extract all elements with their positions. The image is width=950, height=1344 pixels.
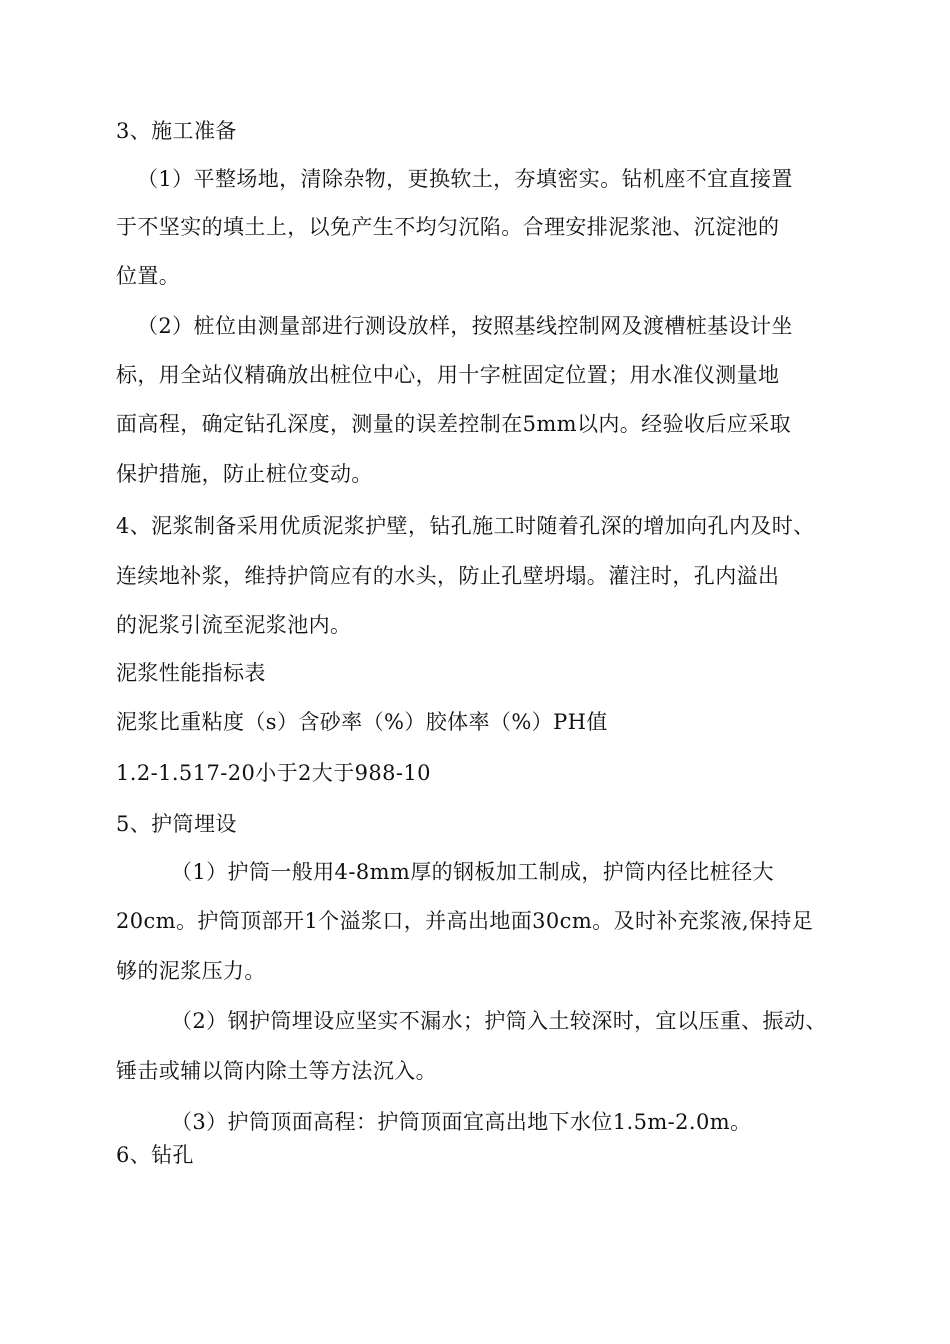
paragraph-5-1-line-2: 20cm。护筒顶部开1个溢浆口，并高出地面30cm。及时补充浆液,保持足 [116,909,814,933]
paragraph-3-2-line-4: 保护措施，防止桩位变动。 [116,462,373,486]
section-3-heading: 3、施工准备 [116,119,237,143]
paragraph-3-2-line-1: （2）桩位由测量部进行测设放样，按照基线控制网及渡槽桩基设计坐 [137,314,793,338]
section-4-line-2: 连续地补浆，维持护筒应有的水头，防止孔壁坍塌。灌注时，孔内溢出 [116,564,780,588]
section-4-line-1: 4、泥浆制备采用优质泥浆护壁，钻孔施工时随着孔深的增加向孔内及时、 [116,514,815,538]
paragraph-5-2-line-1: （2）钢护筒埋设应坚实不漏水；护筒入土较深时，宜以压重、振动、 [171,1009,827,1033]
paragraph-3-1-line-3: 位置。 [116,264,181,288]
paragraph-5-1-line-1: （1）护筒一般用4-8mm厚的钢板加工制成，护筒内径比桩径大 [171,860,775,884]
paragraph-3-2-line-2: 标，用全站仪精确放出桩位中心，用十字桩固定位置；用水准仪测量地 [116,363,780,387]
section-5-heading: 5、护筒埋设 [116,812,237,836]
mud-table-header: 泥浆比重粘度（s）含砂率（%）胶体率（%）PH值 [116,710,608,734]
section-6-heading: 6、钻孔 [116,1143,194,1167]
mud-table-title: 泥浆性能指标表 [116,661,266,685]
paragraph-5-2-line-2: 锤击或辅以筒内除土等方法沉入。 [116,1059,437,1083]
paragraph-5-1-line-3: 够的泥浆压力。 [116,959,266,983]
paragraph-3-1-line-1: （1）平整场地，清除杂物，更换软土，夯填密实。钻机座不宜直接置 [137,167,793,191]
mud-table-values: 1.2-1.517-20小于2大于988-10 [116,761,431,785]
paragraph-5-3-line-1: （3）护筒顶面高程：护筒顶面宜高出地下水位1.5m-2.0m。 [171,1110,752,1134]
paragraph-3-1-line-2: 于不坚实的填土上，以免产生不均匀沉陷。合理安排泥浆池、沉淀池的 [116,215,780,239]
paragraph-3-2-line-3: 面高程，确定钻孔深度，测量的误差控制在5mm以内。经验收后应采取 [116,412,791,436]
section-4-line-3: 的泥浆引流至泥浆池内。 [116,613,352,637]
